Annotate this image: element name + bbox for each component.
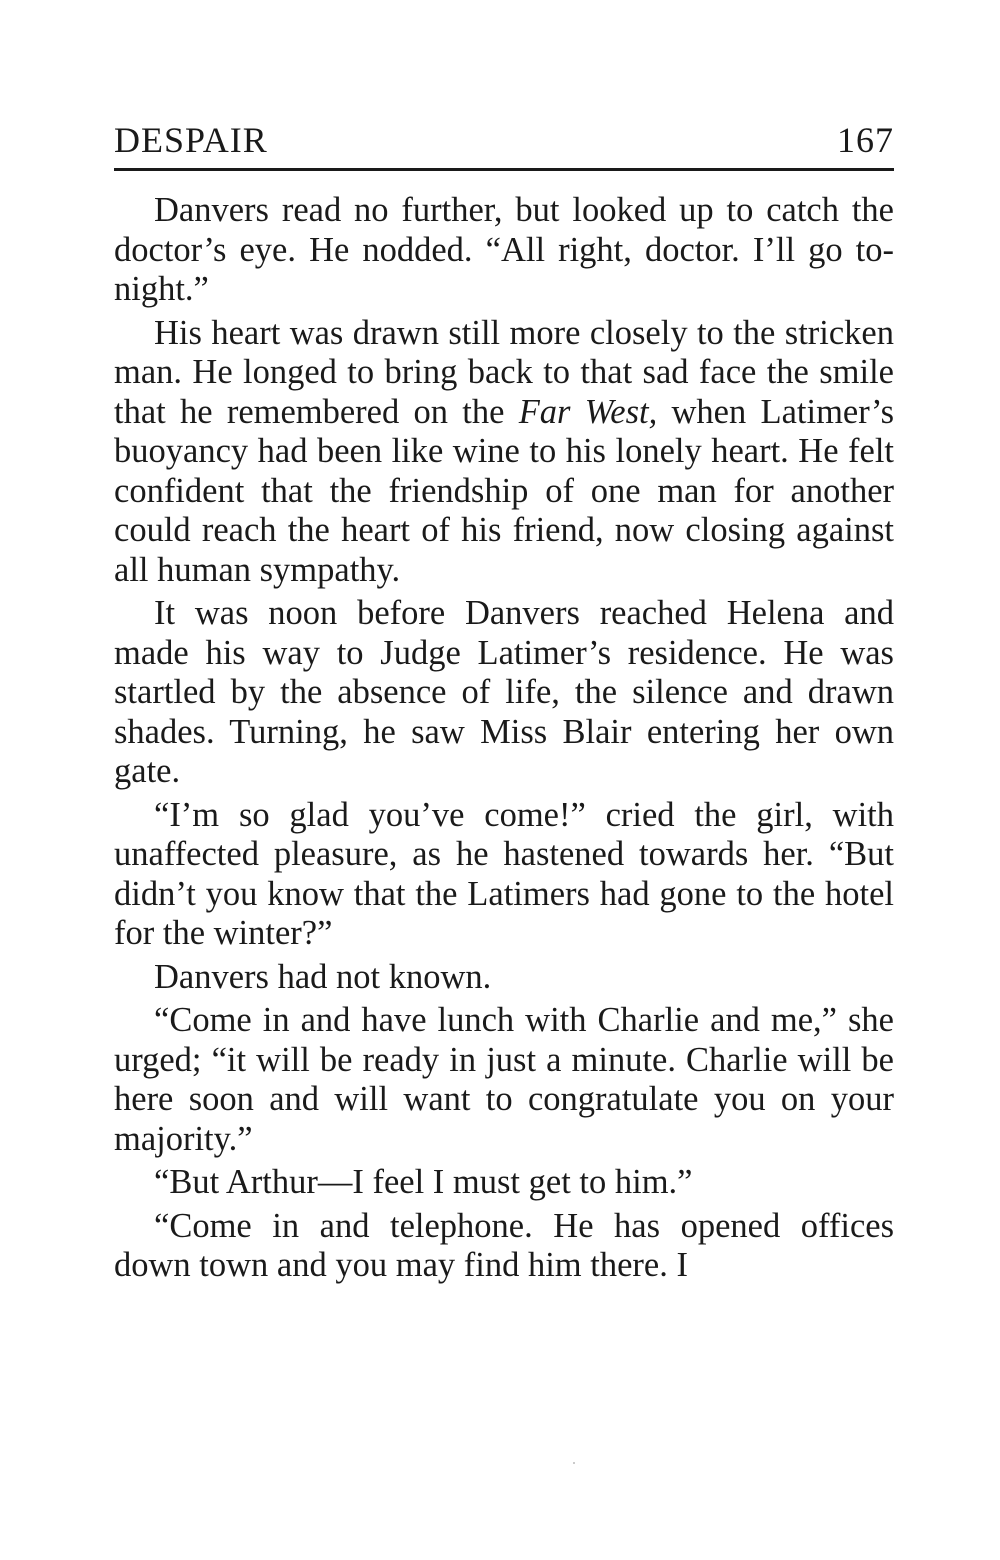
- paragraph-text: when Latimer’s buoyancy had been like wine to his lonely heart. He felt confident that the friendship of one man for another could reach the heart of his friend, now closing against all human sympathy.: [114, 392, 895, 589]
- paragraph: “Come in and telephone. He has opened offices down town and you may find him there. I: [114, 1206, 894, 1284]
- paragraph: “Come in and have lunch with Charlie and me,” she urged; “it will be ready in just a minute. Charlie will be here soon and will want to congratulate you on your majority.”: [114, 1001, 894, 1158]
- paragraph: Danvers read no further, but looked up to catch the doctor’s eye. He nodded. “All right, doctor. I’ll go to-night.”: [114, 191, 894, 308]
- paragraph: “But Arthur—I feel I must get to him.”: [154, 1163, 693, 1201]
- book-page: [114, 118, 894, 1286]
- body-text: [114, 191, 894, 1286]
- paragraph: Danvers had not known.: [154, 957, 492, 996]
- paragraph: “I’m so glad you’ve come!” cried the girl, with unaffected pleasure, as he hastened towards her. “But didn’t you know that the Latimers had gone to the hotel for the winter?”: [114, 795, 894, 952]
- paragraph: It was noon before Danvers reached Helena and made his way to Judge Latimer’s residence. He was startled by the absence of life, the silence and drawn shades. Turning, he saw Miss Blair entering her own gate.: [114, 594, 894, 790]
- running-head: [114, 118, 894, 168]
- ship-name-italic: Far West,: [518, 392, 658, 431]
- page-number: 167: [837, 120, 894, 160]
- chapter-title: DESPAIR: [114, 120, 268, 160]
- header-rule: [114, 168, 894, 171]
- paragraph: [114, 314, 894, 591]
- paragraph-text: His heart was drawn still more closely to the stricken man. He longed to bring back to that sad face the smile that he remembered on the: [114, 313, 894, 431]
- paper-speck: [573, 1462, 575, 1464]
